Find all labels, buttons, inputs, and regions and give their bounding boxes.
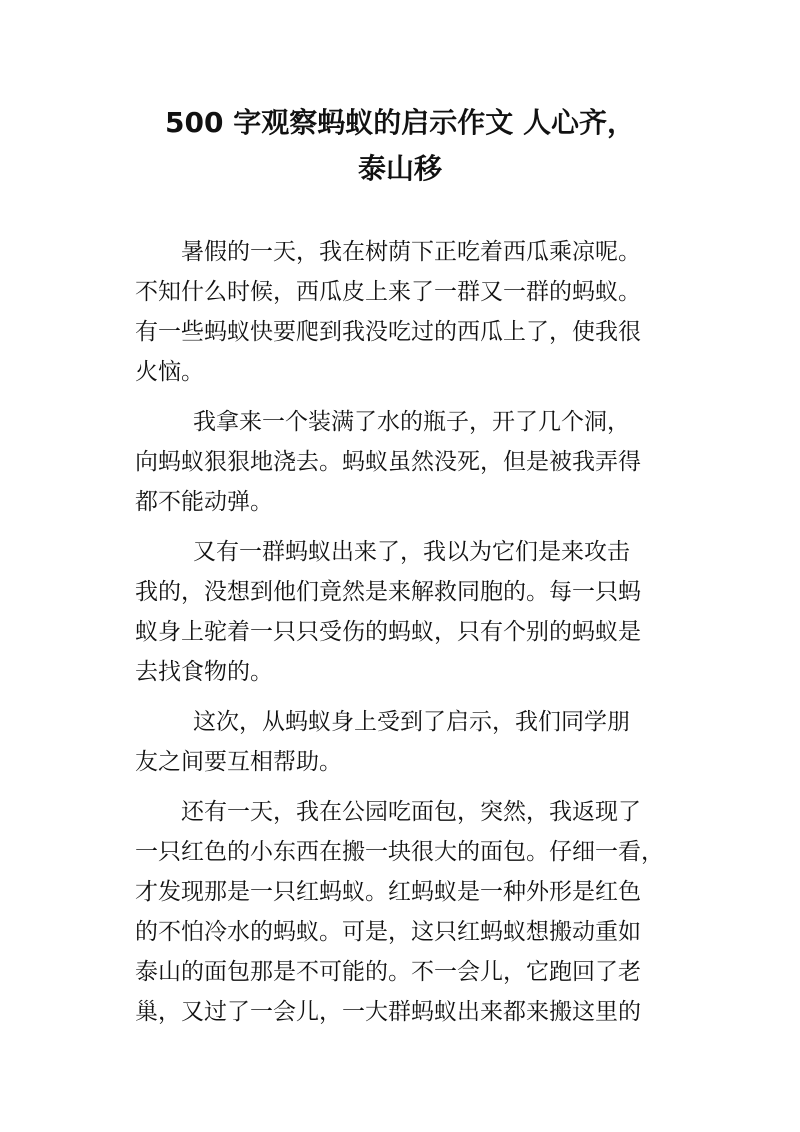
- text-line: 我的，没想到他们竟然是来解救同胞的。每一只蚂: [135, 579, 641, 605]
- title-line-1: 500 字观察蚂蚁的启示作文 人心齐，: [165, 106, 635, 139]
- text-line: 这次，从蚂蚁身上受到了启示，我们同学朋: [193, 709, 630, 735]
- text-line: 还有一天，我在公园吃面包，突然，我返现了: [181, 799, 641, 825]
- text-line: 巢，又过了一会儿，一大群蚂蚁出来都来搬这里的: [135, 999, 641, 1025]
- text-line: 又有一群蚂蚁出来了，我以为它们是来攻击: [193, 539, 630, 565]
- text-line: 的不怕冷水的蚂蚁。可是，这只红蚂蚁想搬动重如: [135, 919, 641, 945]
- text-line: 泰山的面包那是不可能的。不一会儿，它跑回了老: [135, 959, 641, 985]
- text-line: 才发现那是一只红蚂蚁。红蚂蚁是一种外形是红色: [135, 879, 641, 905]
- text-line: 向蚂蚁狠狠地浇去。蚂蚁虽然没死，但是被我弄得: [135, 449, 641, 475]
- text-line: 火恼。: [135, 359, 204, 385]
- text-line: 我拿来一个装满了水的瓶子，开了几个洞，: [193, 409, 630, 435]
- title-line-2: 泰山移: [357, 152, 442, 185]
- text-line: 暑假的一天，我在树荫下正吃着西瓜乘凉呢。: [181, 239, 641, 265]
- paragraph-5: [135, 792, 685, 1032]
- text-line: 一只红色的小东西在搬一块很大的面包。仔细一看，: [135, 839, 664, 865]
- text-line: 友之间要互相帮助。: [135, 749, 342, 775]
- paragraph-3: [135, 532, 685, 692]
- text-line: 去找食物的。: [135, 659, 273, 685]
- document-body: [135, 232, 685, 1032]
- paragraph-2: [135, 402, 685, 522]
- paragraph-4: [135, 702, 685, 782]
- text-line: 不知什么时候，西瓜皮上来了一群又一群的蚂蚁。: [135, 279, 641, 305]
- page-title: [100, 100, 700, 192]
- text-line: 蚁身上驼着一只只受伤的蚂蚁，只有个别的蚂蚁是: [135, 619, 641, 645]
- paragraph-1: [135, 232, 685, 392]
- text-line: 都不能动弹。: [135, 489, 273, 515]
- text-line: 有一些蚂蚁快要爬到我没吃过的西瓜上了，使我很: [135, 319, 641, 345]
